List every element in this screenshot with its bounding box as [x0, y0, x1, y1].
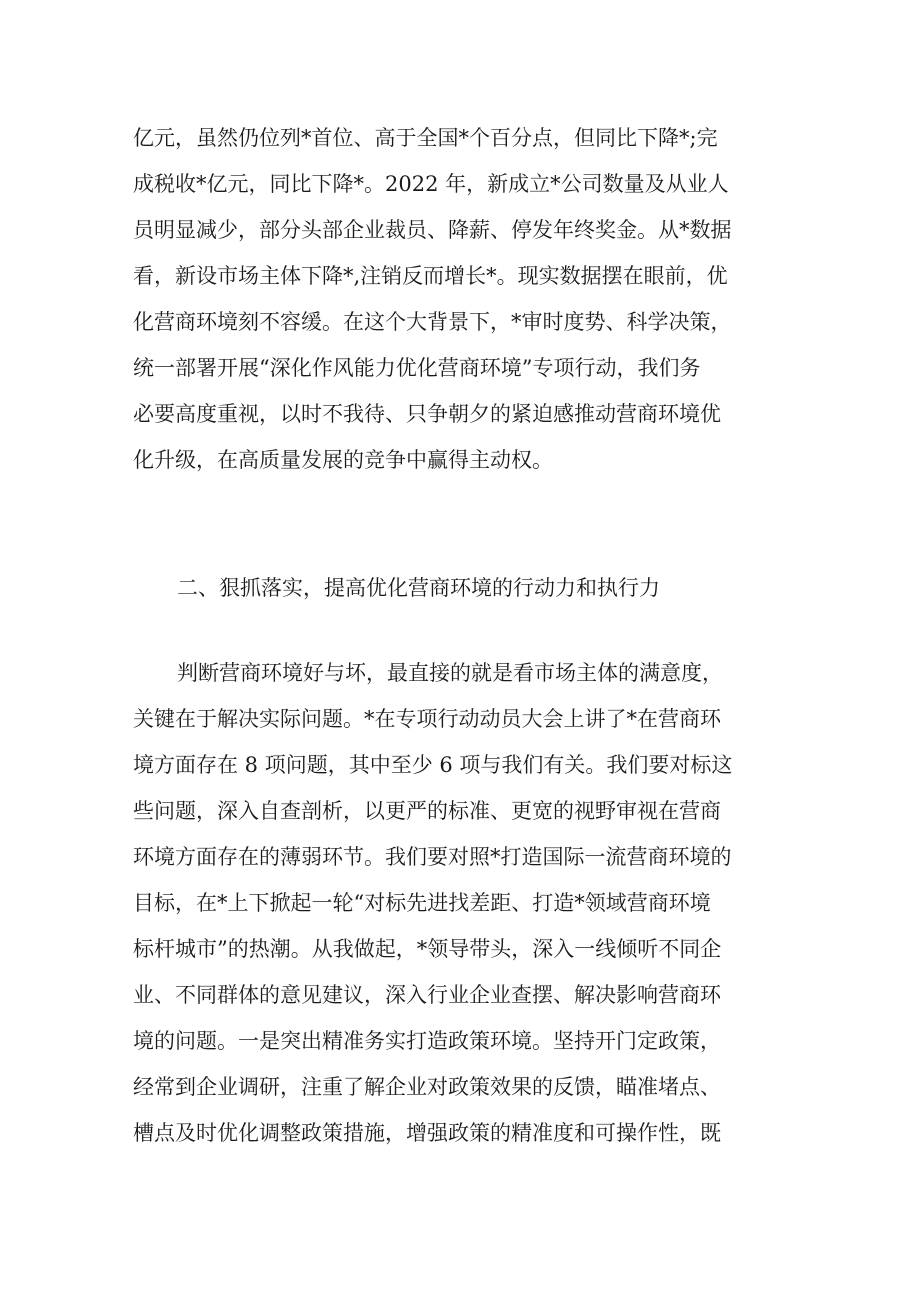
paragraph-line-text: 标杆城市”的热潮。从我做起，*领导带头，深入一线倾听不同企: [133, 937, 722, 961]
paragraph-line-text: 化营商环境刻不容缓。在这个大背景下，*审时度势、科学决策，: [133, 310, 732, 334]
paragraph-line: [0, 302, 920, 342]
paragraph-line-text: 成税收*亿元，同比下降*。2022 年，新成立*公司数量及从业人: [133, 172, 729, 196]
paragraph-line: [0, 653, 920, 693]
paragraph-line: [0, 699, 920, 739]
paragraph-line-text: 必要高度重视，以时不我待、只争朝夕的紧迫感推动营商环境优: [133, 402, 721, 426]
section-heading: [0, 568, 920, 608]
paragraph-line-text: 环境方面存在的薄弱环节。我们要对照*打造国际一流营商环境的: [133, 845, 732, 869]
paragraph-line-text: 化升级，在高质量发展的竞争中赢得主动权。: [133, 448, 553, 472]
paragraph-line: [0, 164, 920, 204]
paragraph-line: [0, 929, 920, 969]
paragraph-line: [0, 440, 920, 480]
paragraph-line-text: 看，新设市场主体下降*,注销反而增长*。现实数据摆在眼前，优: [133, 264, 728, 288]
paragraph-line: [0, 118, 920, 158]
paragraph-line: [0, 394, 920, 434]
paragraph-line-text: 判断营商环境好与坏，最直接的就是看市场主体的满意度，: [177, 661, 723, 685]
paragraph-line: [0, 791, 920, 831]
paragraph-line-text: 境的问题。一是突出精准务实打造政策环境。坚持开门定政策，: [133, 1029, 721, 1053]
paragraph-line: [0, 210, 920, 250]
paragraph-line-text: 目标，在*上下掀起一轮“对标先进找差距、打造*领域营商环境: [133, 891, 711, 915]
paragraph-line: [0, 837, 920, 877]
paragraph-line-text: 关键在于解决实际问题。*在专项行动动员大会上讲了*在营商环: [133, 707, 721, 731]
paragraph-line: [0, 256, 920, 296]
paragraph-line: [0, 975, 920, 1015]
paragraph-line-text: 槽点及时优化调整政策措施，增强政策的精准度和可操作性，既: [133, 1121, 721, 1145]
paragraph-line-text: 些问题，深入自查剖析，以更严的标准、更宽的视野审视在营商: [133, 799, 721, 823]
paragraph-line-text: 境方面存在 8 项问题，其中至少 6 项与我们有关。我们要对标这: [133, 753, 733, 777]
paragraph-line: [0, 745, 920, 785]
paragraph-line: [0, 1113, 920, 1153]
paragraph-line-text: 亿元，虽然仍位列*首位、高于全国*个百分点，但同比下降*;完: [133, 126, 718, 150]
paragraph-line: [0, 348, 920, 388]
paragraph-line: [0, 1021, 920, 1061]
paragraph-line-text: 经常到企业调研，注重了解企业对政策效果的反馈，瞄准堵点、: [133, 1075, 721, 1099]
paragraph-line-text: 业、不同群体的意见建议，深入行业企业查摆、解决影响营商环: [133, 983, 721, 1007]
section-heading-text: 二、狠抓落实，提高优化营商环境的行动力和执行力: [177, 576, 660, 600]
paragraph-line-text: 统一部署开展“深化作风能力优化营商环境”专项行动，我们务: [133, 356, 701, 380]
paragraph-line-text: 员明显减少，部分头部企业裁员、降薪、停发年终奖金。从*数据: [133, 218, 732, 242]
paragraph-line: [0, 883, 920, 923]
paragraph-line: [0, 1067, 920, 1107]
